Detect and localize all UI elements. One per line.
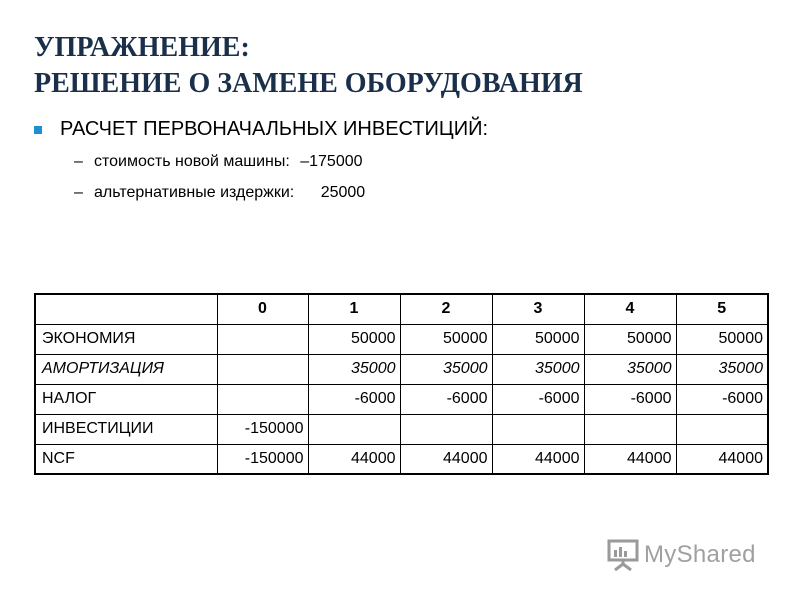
table-row [35,444,768,474]
row-label: НАЛОГ [35,384,217,414]
table-cell [217,324,308,354]
table-cell: 44000 [676,444,768,474]
table-cell: -6000 [492,384,584,414]
sub-item-value: 25000 [320,184,366,201]
table-row [35,414,768,444]
dash-marker: – [74,184,83,201]
table-cell [584,414,676,444]
row-label: ИНВЕСТИЦИИ [35,414,217,444]
watermark-logo [606,538,756,572]
table-cell: 35000 [676,354,768,384]
table-header-cell: 0 [217,294,308,324]
watermark-brand: MyShared [644,541,756,568]
table-header-cell: 3 [492,294,584,324]
table-cell: -6000 [308,384,400,414]
sub-item-label: стоимость новой машины: [94,153,290,170]
table-header-cell: 2 [400,294,492,324]
presentation-board-icon [606,538,640,572]
table-header-row [35,294,768,324]
table-cell: 50000 [676,324,768,354]
table-header-cell: 4 [584,294,676,324]
table-row [35,354,768,384]
sub-item-new-machine-cost [74,151,363,173]
table-row [35,324,768,354]
table-cell [217,354,308,384]
table-cell: 50000 [584,324,676,354]
table-cell: -6000 [584,384,676,414]
row-label: NCF [35,444,217,474]
table-cell: 50000 [400,324,492,354]
table-cell: 44000 [584,444,676,474]
dash-marker: – [74,153,83,170]
table-cell: -150000 [217,444,308,474]
table-cell: 50000 [492,324,584,354]
cash-flow-table [34,293,769,475]
bullet-square-icon [34,126,42,134]
table-cell: 35000 [492,354,584,384]
sub-item-label: альтернативные издержки: [94,184,295,201]
table-cell: -6000 [400,384,492,414]
table-cell: 44000 [492,444,584,474]
table-cell: 50000 [308,324,400,354]
table-cell: 44000 [400,444,492,474]
row-label: ЭКОНОМИЯ [35,324,217,354]
table-cell [400,414,492,444]
row-label: АМОРТИЗАЦИЯ [35,354,217,384]
table-cell: -150000 [217,414,308,444]
sub-item-opportunity-cost [74,182,365,204]
table-header-cell: 1 [308,294,400,324]
table-header-cell: 5 [676,294,768,324]
sub-item-value: –175000 [300,153,363,170]
table-cell [308,414,400,444]
table-cell [217,384,308,414]
table-row [35,384,768,414]
slide-title-line-2: РЕШЕНИЕ О ЗАМЕНЕ ОБОРУДОВАНИЯ [34,68,583,99]
table-cell: 44000 [308,444,400,474]
table-header-cell [35,294,217,324]
slide-title-line-1: УПРАЖНЕНИЕ: [34,32,250,63]
table-cell [676,414,768,444]
slide-title [34,30,583,102]
table-cell [492,414,584,444]
table-cell: 35000 [400,354,492,384]
bullet-text: РАСЧЕТ ПЕРВОНАЧАЛЬНЫХ ИНВЕСТИЦИЙ: [60,118,489,140]
table-cell: 35000 [584,354,676,384]
table-cell: -6000 [676,384,768,414]
table-cell: 35000 [308,354,400,384]
